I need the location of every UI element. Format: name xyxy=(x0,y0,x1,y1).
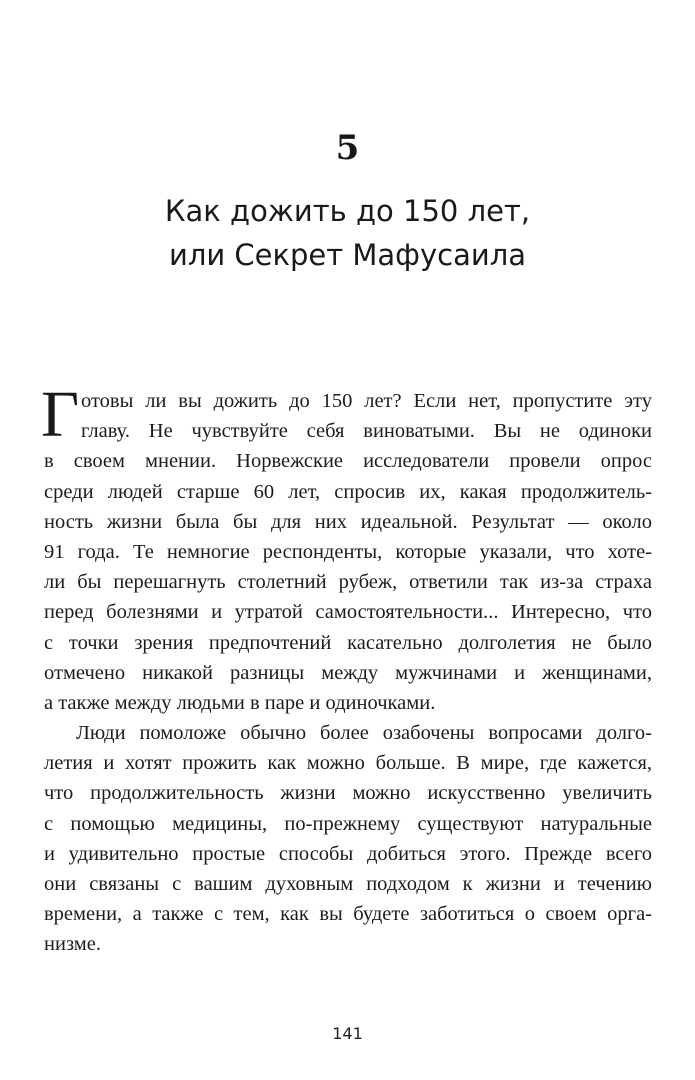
drop-cap: Г xyxy=(41,378,80,451)
page-number: 141 xyxy=(332,1024,363,1043)
paragraph-1-line: 91 года. Те немногие респонденты, которые указали, что хоте- xyxy=(44,540,652,563)
paragraph-1-line: среди людей старше 60 лет, спросив их, какая продолжитель- xyxy=(44,480,652,503)
paragraph-2-line: они связаны с вашим духовным подходом к жизни и течению xyxy=(44,873,652,895)
paragraph-1-line: главу. Не чувствуйте себя виноватыми. Вы не одиноки xyxy=(81,420,652,443)
paragraph-2-line: летия и хотят прожить как можно больше. В мире, где кажется, xyxy=(44,752,652,775)
paragraph-1-line: с точки зрения предпочтений касательно долголетия не было xyxy=(44,631,652,654)
paragraph-2-line: с помощью медицины, по-прежнему существуют натуральные xyxy=(44,812,652,835)
chapter-title-line-1: Как дожить до 150 лет, xyxy=(164,194,531,228)
paragraph-1 xyxy=(44,386,652,718)
paragraph-2-line: что продолжительность жизни можно искусственно увеличить xyxy=(44,782,652,805)
chapter-title xyxy=(0,189,695,277)
paragraph-2-line: низме. xyxy=(44,933,101,956)
paragraph-2-line: времени, а также с тем, как вы будете заботиться о своем орга- xyxy=(44,903,652,926)
paragraph-2-line: и удивительно простые способы добиться этого. Прежде всего xyxy=(44,842,652,865)
paragraph-2-line: Люди помоложе обычно более озабочены вопросами долго- xyxy=(76,722,652,745)
body-text xyxy=(41,378,652,960)
paragraph-2 xyxy=(44,718,652,960)
paragraph-1-line: ность жизни была бы для них идеальной. Результат — около xyxy=(44,510,652,533)
chapter-number: 5 xyxy=(335,128,360,168)
paragraph-1-line: перед болезнями и утратой самостоятельности... Интересно, что xyxy=(44,601,652,624)
chapter-title-line-2: или Секрет Мафусаила xyxy=(168,238,527,272)
paragraph-1-line: а также между людьми в паре и одиночками. xyxy=(44,691,436,714)
paragraph-1-line: отовы ли вы дожить до 150 лет? Если нет, пропустите эту xyxy=(81,390,652,412)
paragraph-1-line: отмечено никакой разницы между мужчинами и женщинами, xyxy=(44,661,652,684)
paragraph-1-line: ли бы перешагнуть столетний рубеж, ответили так из-за страха xyxy=(44,571,652,594)
paragraph-1-line: в своем мнении. Норвежские исследователи провели опрос xyxy=(44,450,652,473)
